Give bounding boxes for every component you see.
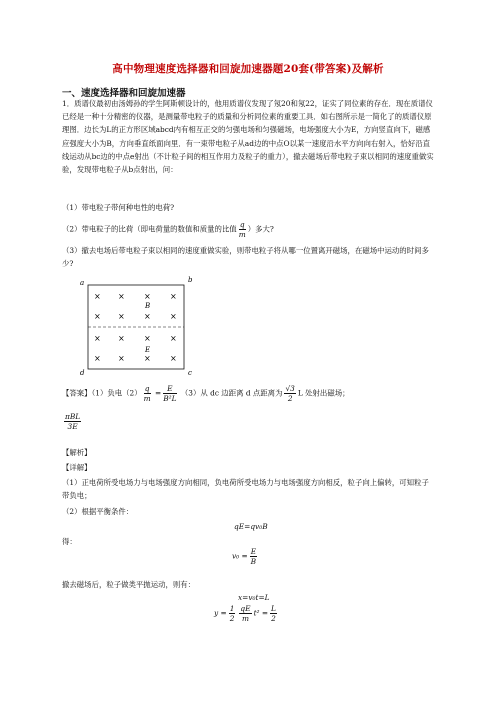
svg-text:×: × (170, 312, 177, 321)
svg-text:×: × (94, 292, 101, 301)
question-3: （3）撤去电场后带电粒子束以相同的速度重做实验，则带电粒子将从哪一位置离开磁场，在磁场中运动的时间多少? (62, 246, 429, 269)
document-title: 高中物理速度选择器和回旋加速器题20套(带答案)及解析 (112, 63, 384, 75)
answer-part3-tail: L 处射出磁场； (297, 388, 350, 398)
section-heading: 一、速度选择器和回旋加速器 (62, 88, 186, 99)
answer-ratio-q: $\frac{q}{m}$ (143, 384, 151, 403)
svg-text:×: × (118, 334, 125, 343)
answer-part3: （3）从 dc 边距离 d 点距离为 (180, 388, 283, 398)
answer-line: 【答案】（1）负电（2） $\frac{q}{m}$ = $\frac{E}{\text{B²L}}$ （3）从 dc 边距离 d 点距离为 $\frac{√3}{2}$ L 处射出磁场； (62, 384, 350, 403)
corner-b-label: b (188, 276, 193, 284)
equation-v0: v₀ = $\frac{E}{B}$ (232, 547, 257, 566)
detail-paragraph-3: 撤去磁场后，粒子做类平抛运动，则有： (62, 580, 196, 589)
corner-d-label: d (80, 369, 85, 377)
answer-time (62, 412, 83, 431)
svg-text:×: × (144, 312, 151, 321)
question-2-suffix: ）多大? (247, 224, 274, 234)
equation-x: x=v₀t=L (238, 593, 270, 602)
answer-prefix: 【答案】（1）负电（2） (62, 388, 142, 398)
analysis-tag: 【解析】 (62, 448, 92, 457)
electric-field-label: E (145, 346, 151, 354)
question-2 (62, 220, 274, 239)
svg-text:×: × (144, 334, 151, 343)
detail-paragraph-2: （2）根据平衡条件： (62, 507, 134, 516)
svg-text:×: × (94, 312, 101, 321)
equation-y: y = $\frac{1}{2}$ $\frac{qE}{m}$ t² = $\frac{L}{2}$ (214, 604, 276, 623)
cross-marks (94, 292, 177, 363)
detail-de: 得： (62, 537, 77, 546)
question-1: （1）带电粒子带何种电性的电荷? (62, 203, 175, 212)
ratio-q-over-m: $\frac{q}{m}$ (238, 220, 246, 239)
answer-ratio-value: $\frac{E}{\text{B²L}}$ (163, 384, 177, 403)
answer-distance-fraction: $\frac{√3}{2}$ (285, 384, 295, 403)
detail-paragraph-1: （1）正电荷所受电场力与电场强度方向相同，负电荷所受电场力与电场强度方向相反，粒子向上偏转，可知粒子带负电； (62, 478, 429, 501)
problem-intro: 1．质谱仪最初由汤姆孙的学生阿斯顿设计的，他用质谱仪发现了氖20和氖22，证实了同位素的存在．现在质谱仪已经是一种十分精密的仪器，是测量带电粒子的质量和分析同位素的重要工具．如右图所示是一简化了的质谱仪原理图．边长为L的正方形区域abcd内有相互正交的匀强电场和匀强磁场，电场强度大小为E，方向竖直向下，磁感应强度大小为B，方向垂直纸面向里．有一束带电粒子从ad边的中点O以某一速度沿水平方向向右射入，恰好沿直线运动从bc边的中点e射出（不计粒子间的相互作用力及粒子的重力），撤去磁场后带电粒子束以相同的速度重做实验，发现带电粒子从b点射出，问： (62, 99, 434, 175)
svg-text:×: × (118, 292, 125, 301)
equation-balance: qE=qv₀B (234, 522, 268, 531)
corner-a-label: a (80, 279, 85, 287)
svg-text:×: × (170, 292, 177, 301)
question-2-prefix: （2）带电粒子的比荷（即电荷量的数值和质量的比值 (62, 224, 237, 234)
svg-text:×: × (170, 334, 177, 343)
time-fraction: $\frac{\text{πBL}}{3E}$ (65, 412, 81, 431)
svg-text:×: × (170, 354, 177, 363)
svg-text:×: × (144, 354, 151, 363)
field-diagram (78, 275, 196, 379)
svg-text:×: × (144, 292, 151, 301)
svg-text:×: × (118, 312, 125, 321)
svg-text:×: × (118, 354, 125, 363)
detail-tag: 【详解】 (62, 463, 92, 472)
magnetic-field-label: B (145, 302, 151, 310)
svg-text:×: × (94, 334, 101, 343)
svg-text:×: × (94, 354, 101, 363)
corner-c-label: c (188, 369, 192, 377)
